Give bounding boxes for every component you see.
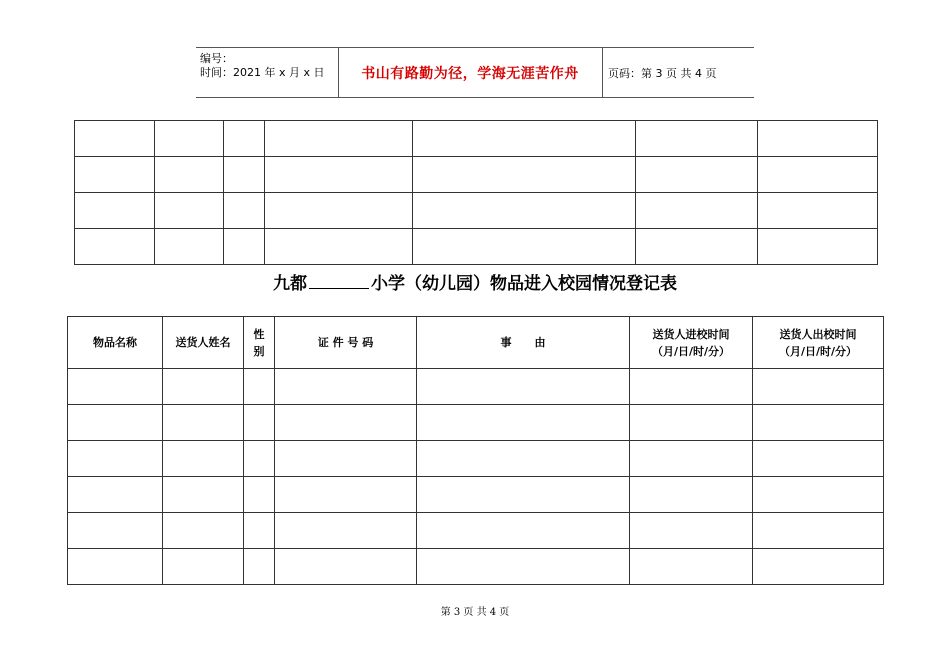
header-page-info: 页码：第 3 页 共 4 页: [608, 66, 717, 80]
continued-table: [74, 120, 878, 265]
header-reason: 事 由: [417, 317, 630, 369]
header-meta: [200, 52, 325, 80]
page-footer: 第 3 页 共 4 页: [440, 607, 510, 618]
header-exit-time-line1: 送货人出校时间: [779, 327, 857, 341]
header-divider: [602, 48, 603, 97]
header-sender-name: 送货人姓名: [163, 317, 244, 369]
table-row: [75, 229, 878, 265]
header-motto: 书山有路勤为径，学海无涯苦作舟: [361, 65, 579, 82]
table-row: [75, 121, 878, 157]
school-name-blank: [309, 272, 369, 289]
header-gender: [244, 317, 275, 369]
table-row: [75, 157, 878, 193]
header-item-name: 物品名称: [68, 317, 163, 369]
title-prefix: 九都: [273, 274, 307, 294]
number-label: 编号：: [200, 52, 233, 65]
form-title: [0, 269, 950, 294]
table-row: [68, 405, 884, 441]
time-label: 时间：2021 年 x 月 x 日: [200, 66, 325, 79]
page-header: [196, 47, 754, 98]
table-row: [68, 513, 884, 549]
register-table: [67, 316, 884, 585]
header-entry-time-line2: （月/日/时/分）: [651, 344, 731, 358]
header-gender-line2: 别: [253, 344, 265, 358]
header-exit-time: [753, 317, 884, 369]
table-row: [75, 193, 878, 229]
header-entry-time: [630, 317, 753, 369]
table-row: [68, 549, 884, 585]
table-header-row: [68, 317, 884, 369]
table-row: [68, 441, 884, 477]
title-suffix: 小学（幼儿园）物品进入校园情况登记表: [371, 274, 677, 294]
table-row: [68, 477, 884, 513]
table-row: [68, 369, 884, 405]
header-exit-time-line2: （月/日/时/分）: [778, 344, 858, 358]
header-entry-time-line1: 送货人进校时间: [652, 327, 730, 341]
header-gender-line1: 性: [253, 327, 265, 341]
header-id-number: 证 件 号 码: [275, 317, 417, 369]
